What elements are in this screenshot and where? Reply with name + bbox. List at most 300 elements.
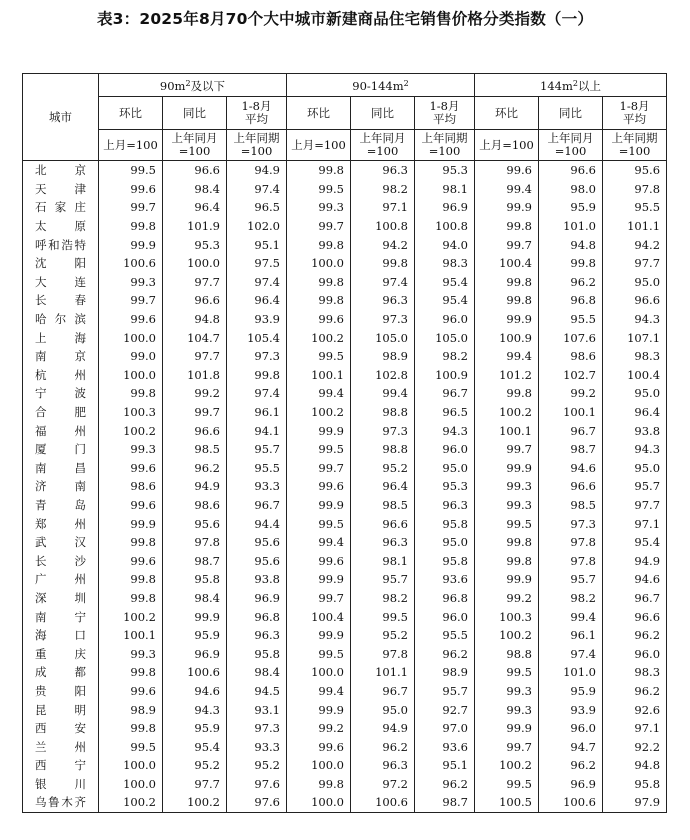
index-value: 96.8 — [227, 607, 287, 626]
city-name: 青岛 — [23, 496, 99, 515]
superscript: 2 — [403, 79, 409, 88]
index-value: 95.1 — [415, 756, 475, 775]
index-value: 97.7 — [163, 347, 227, 366]
index-value: 94.9 — [163, 477, 227, 496]
index-value: 94.7 — [539, 737, 603, 756]
index-value: 94.9 — [603, 551, 667, 570]
index-value: 98.3 — [415, 254, 475, 273]
index-value: 99.8 — [99, 570, 163, 589]
group-header-label: 144m — [540, 79, 573, 93]
city-name: 长沙 — [23, 551, 99, 570]
index-value: 99.9 — [287, 421, 351, 440]
index-value: 94.9 — [227, 161, 287, 180]
index-value: 97.0 — [415, 719, 475, 738]
index-value: 95.2 — [227, 756, 287, 775]
index-value: 98.9 — [351, 347, 415, 366]
avg-header — [603, 97, 667, 130]
index-value: 99.9 — [475, 310, 539, 329]
index-value: 99.3 — [99, 440, 163, 459]
index-value: 99.8 — [351, 254, 415, 273]
index-value: 96.9 — [415, 198, 475, 217]
mom-header: 环比 — [287, 97, 351, 130]
city-name: 海口 — [23, 626, 99, 645]
index-value: 94.2 — [603, 235, 667, 254]
index-value: 99.9 — [475, 719, 539, 738]
index-value: 100.2 — [287, 403, 351, 422]
index-value: 100.1 — [475, 421, 539, 440]
index-value: 100.2 — [163, 793, 227, 812]
table-row — [23, 737, 667, 756]
avg-base — [227, 130, 287, 161]
table-row — [23, 440, 667, 459]
city-name: 西安 — [23, 719, 99, 738]
index-value: 101.1 — [603, 217, 667, 236]
index-value: 100.5 — [475, 793, 539, 812]
city-name: 长春 — [23, 291, 99, 310]
index-value: 95.6 — [227, 533, 287, 552]
index-value: 96.7 — [603, 589, 667, 608]
index-value: 94.3 — [163, 700, 227, 719]
index-value: 96.4 — [163, 198, 227, 217]
price-index-table — [22, 73, 667, 813]
index-value: 99.5 — [287, 347, 351, 366]
index-value: 97.7 — [603, 254, 667, 273]
index-value: 96.2 — [603, 626, 667, 645]
index-value: 100.9 — [415, 366, 475, 385]
index-value: 99.6 — [99, 459, 163, 478]
index-value: 99.9 — [475, 570, 539, 589]
index-value: 95.2 — [351, 626, 415, 645]
city-name: 合肥 — [23, 403, 99, 422]
city-name: 重庆 — [23, 644, 99, 663]
index-value: 95.7 — [603, 477, 667, 496]
table-row — [23, 682, 667, 701]
index-value: 99.5 — [287, 180, 351, 199]
index-value: 96.8 — [415, 589, 475, 608]
index-value: 97.3 — [539, 514, 603, 533]
yoy-base — [163, 130, 227, 161]
table-row — [23, 254, 667, 273]
index-value: 99.4 — [287, 533, 351, 552]
index-value: 95.9 — [163, 626, 227, 645]
index-value: 97.1 — [603, 514, 667, 533]
table-row — [23, 273, 667, 292]
city-name: 银川 — [23, 775, 99, 794]
index-value: 97.7 — [163, 775, 227, 794]
yoy-base-line: 上年同月 — [359, 131, 406, 145]
table-row — [23, 793, 667, 812]
index-value: 95.8 — [415, 551, 475, 570]
index-value: 100.0 — [99, 328, 163, 347]
index-value: 96.8 — [539, 291, 603, 310]
index-value: 99.5 — [287, 514, 351, 533]
index-value: 99.5 — [287, 644, 351, 663]
index-value: 96.3 — [227, 626, 287, 645]
city-name: 福州 — [23, 421, 99, 440]
index-value: 95.0 — [351, 700, 415, 719]
index-value: 98.2 — [415, 347, 475, 366]
group-header-small — [99, 74, 287, 97]
index-value: 97.4 — [227, 273, 287, 292]
index-value: 99.8 — [99, 663, 163, 682]
index-value: 98.7 — [539, 440, 603, 459]
index-value: 99.9 — [163, 607, 227, 626]
index-value: 100.6 — [539, 793, 603, 812]
index-value: 99.6 — [99, 496, 163, 515]
index-value: 100.0 — [287, 756, 351, 775]
index-value: 93.1 — [227, 700, 287, 719]
city-name: 哈尔滨 — [23, 310, 99, 329]
index-value: 99.3 — [475, 700, 539, 719]
city-name: 上海 — [23, 328, 99, 347]
index-value: 99.5 — [99, 161, 163, 180]
index-value: 99.8 — [99, 533, 163, 552]
yoy-base-line: =100 — [554, 144, 587, 158]
index-value: 98.2 — [351, 180, 415, 199]
index-value: 96.4 — [227, 291, 287, 310]
table-row — [23, 403, 667, 422]
index-value: 95.5 — [603, 198, 667, 217]
index-value: 94.6 — [163, 682, 227, 701]
index-value: 93.3 — [227, 737, 287, 756]
group-header-large — [475, 74, 667, 97]
index-value: 100.0 — [287, 254, 351, 273]
index-value: 98.6 — [163, 496, 227, 515]
city-name: 杭州 — [23, 366, 99, 385]
index-value: 97.5 — [227, 254, 287, 273]
index-value: 100.3 — [475, 607, 539, 626]
index-value: 99.9 — [99, 514, 163, 533]
index-value: 100.0 — [99, 366, 163, 385]
city-name: 兰州 — [23, 737, 99, 756]
index-value: 98.0 — [539, 180, 603, 199]
index-value: 95.7 — [415, 682, 475, 701]
index-value: 99.5 — [351, 607, 415, 626]
table-row — [23, 180, 667, 199]
index-value: 99.7 — [287, 459, 351, 478]
index-value: 99.2 — [163, 384, 227, 403]
index-value: 96.0 — [415, 440, 475, 459]
table-row — [23, 663, 667, 682]
index-value: 97.8 — [539, 551, 603, 570]
mom-header: 环比 — [99, 97, 163, 130]
index-value: 96.2 — [351, 737, 415, 756]
avg-header-line: 1-8月 — [619, 99, 650, 113]
city-name: 石家庄 — [23, 198, 99, 217]
index-value: 96.7 — [227, 496, 287, 515]
index-value: 99.4 — [287, 682, 351, 701]
index-value: 99.6 — [287, 477, 351, 496]
index-value: 96.4 — [603, 403, 667, 422]
index-value: 96.7 — [415, 384, 475, 403]
index-value: 105.0 — [415, 328, 475, 347]
index-value: 99.7 — [475, 235, 539, 254]
index-value: 99.8 — [475, 291, 539, 310]
table-row — [23, 775, 667, 794]
avg-base-line: 上年同期 — [233, 131, 280, 145]
table-row — [23, 310, 667, 329]
index-value: 92.2 — [603, 737, 667, 756]
index-value: 99.7 — [163, 403, 227, 422]
group-header-suffix: 及以下 — [190, 79, 226, 93]
index-value: 100.6 — [163, 663, 227, 682]
index-value: 99.8 — [99, 384, 163, 403]
index-value: 99.2 — [539, 384, 603, 403]
index-value: 97.3 — [351, 421, 415, 440]
index-value: 97.4 — [539, 644, 603, 663]
index-value: 97.6 — [227, 793, 287, 812]
index-value: 93.8 — [227, 570, 287, 589]
index-value: 99.6 — [99, 682, 163, 701]
city-name: 深圳 — [23, 589, 99, 608]
index-value: 96.7 — [539, 421, 603, 440]
index-value: 100.1 — [539, 403, 603, 422]
yoy-header: 同比 — [539, 97, 603, 130]
index-value: 93.6 — [415, 570, 475, 589]
index-value: 99.3 — [99, 273, 163, 292]
index-value: 96.2 — [415, 644, 475, 663]
index-value: 95.8 — [603, 775, 667, 794]
index-value: 95.5 — [415, 626, 475, 645]
index-value: 99.8 — [287, 273, 351, 292]
index-value: 98.4 — [163, 589, 227, 608]
index-value: 100.8 — [415, 217, 475, 236]
index-value: 99.4 — [475, 180, 539, 199]
index-value: 99.7 — [287, 217, 351, 236]
index-value: 97.1 — [351, 198, 415, 217]
city-name: 沈阳 — [23, 254, 99, 273]
yoy-base-line: 上年同月 — [547, 131, 594, 145]
city-name: 呼和浩特 — [23, 235, 99, 254]
index-value: 96.2 — [163, 459, 227, 478]
index-value: 97.6 — [227, 775, 287, 794]
table-row — [23, 347, 667, 366]
table-row — [23, 421, 667, 440]
index-value: 96.1 — [539, 626, 603, 645]
index-value: 101.8 — [163, 366, 227, 385]
superscript: 2 — [185, 79, 191, 88]
index-value: 105.4 — [227, 328, 287, 347]
yoy-base-line: 上年同月 — [171, 131, 218, 145]
index-value: 97.7 — [603, 496, 667, 515]
table-row — [23, 328, 667, 347]
index-value: 94.5 — [227, 682, 287, 701]
city-name: 南宁 — [23, 607, 99, 626]
index-value: 93.3 — [227, 477, 287, 496]
city-name: 太原 — [23, 217, 99, 236]
table-row — [23, 496, 667, 515]
group-header-medium — [287, 74, 475, 97]
index-value: 99.3 — [99, 644, 163, 663]
index-value: 99.8 — [475, 384, 539, 403]
index-value: 95.4 — [603, 533, 667, 552]
index-value: 98.3 — [603, 663, 667, 682]
index-value: 99.8 — [287, 235, 351, 254]
index-value: 94.9 — [351, 719, 415, 738]
index-value: 96.9 — [163, 644, 227, 663]
index-value: 98.8 — [351, 403, 415, 422]
avg-base-line: =100 — [428, 144, 461, 158]
index-value: 100.2 — [99, 421, 163, 440]
index-value: 95.8 — [415, 514, 475, 533]
index-value: 104.7 — [163, 328, 227, 347]
index-value: 99.6 — [99, 180, 163, 199]
index-value: 99.3 — [475, 477, 539, 496]
index-value: 96.3 — [415, 496, 475, 515]
index-value: 95.7 — [539, 570, 603, 589]
index-value: 99.8 — [475, 533, 539, 552]
table-row — [23, 198, 667, 217]
table-body — [23, 161, 667, 813]
index-value: 97.8 — [351, 644, 415, 663]
index-value: 98.3 — [603, 347, 667, 366]
index-value: 100.0 — [99, 775, 163, 794]
index-value: 99.8 — [287, 161, 351, 180]
index-value: 96.3 — [351, 533, 415, 552]
index-value: 100.2 — [475, 756, 539, 775]
index-value: 99.3 — [475, 496, 539, 515]
index-value: 99.5 — [475, 663, 539, 682]
avg-header-line: 1-8月 — [241, 99, 272, 113]
table-row — [23, 384, 667, 403]
index-value: 99.5 — [287, 440, 351, 459]
index-value: 99.8 — [475, 551, 539, 570]
index-value: 96.6 — [351, 514, 415, 533]
index-value: 99.4 — [475, 347, 539, 366]
index-value: 99.9 — [475, 459, 539, 478]
index-value: 95.4 — [415, 273, 475, 292]
index-value: 94.6 — [539, 459, 603, 478]
index-value: 102.8 — [351, 366, 415, 385]
city-name: 济南 — [23, 477, 99, 496]
index-value: 99.0 — [99, 347, 163, 366]
index-value: 95.2 — [351, 459, 415, 478]
index-value: 98.6 — [99, 477, 163, 496]
index-value: 99.5 — [99, 737, 163, 756]
index-value: 93.9 — [227, 310, 287, 329]
index-value: 93.8 — [603, 421, 667, 440]
city-name: 昆明 — [23, 700, 99, 719]
index-value: 97.1 — [603, 719, 667, 738]
city-column-header: 城市 — [23, 74, 99, 161]
index-value: 94.2 — [351, 235, 415, 254]
index-value: 92.6 — [603, 700, 667, 719]
index-value: 96.0 — [539, 719, 603, 738]
index-value: 96.2 — [539, 273, 603, 292]
index-value: 98.2 — [351, 589, 415, 608]
city-name: 天津 — [23, 180, 99, 199]
superscript: 2 — [572, 79, 578, 88]
city-name: 大连 — [23, 273, 99, 292]
index-value: 97.3 — [227, 719, 287, 738]
index-value: 95.9 — [539, 682, 603, 701]
mom-base: 上月=100 — [287, 130, 351, 161]
table-row — [23, 291, 667, 310]
avg-header-line: 平均 — [433, 112, 456, 126]
index-value: 99.9 — [287, 570, 351, 589]
index-value: 105.0 — [351, 328, 415, 347]
index-value: 92.7 — [415, 700, 475, 719]
index-value: 100.2 — [475, 626, 539, 645]
table-row — [23, 477, 667, 496]
index-value: 99.9 — [99, 235, 163, 254]
index-value: 100.1 — [287, 366, 351, 385]
index-value: 100.2 — [99, 793, 163, 812]
table-title: 表3：2025年8月70个大中城市新建商品住宅销售价格分类指数（一） — [96, 10, 594, 28]
index-value: 100.6 — [351, 793, 415, 812]
yoy-base — [351, 130, 415, 161]
index-value: 99.5 — [475, 775, 539, 794]
index-value: 96.3 — [351, 291, 415, 310]
index-value: 96.2 — [603, 682, 667, 701]
avg-base-line: 上年同期 — [611, 131, 658, 145]
city-name: 西宁 — [23, 756, 99, 775]
index-value: 96.7 — [351, 682, 415, 701]
index-value: 95.9 — [539, 198, 603, 217]
index-value: 97.8 — [603, 180, 667, 199]
city-name: 南京 — [23, 347, 99, 366]
index-value: 96.6 — [163, 291, 227, 310]
index-value: 95.0 — [603, 273, 667, 292]
index-value: 96.3 — [351, 161, 415, 180]
index-value: 100.8 — [351, 217, 415, 236]
index-value: 98.9 — [415, 663, 475, 682]
index-value: 95.8 — [227, 644, 287, 663]
index-value: 102.0 — [227, 217, 287, 236]
index-value: 101.1 — [351, 663, 415, 682]
city-name: 郑州 — [23, 514, 99, 533]
index-value: 99.6 — [99, 551, 163, 570]
avg-header-line: 1-8月 — [429, 99, 460, 113]
city-name: 贵阳 — [23, 682, 99, 701]
table-row — [23, 719, 667, 738]
table-row — [23, 366, 667, 385]
index-value: 94.3 — [415, 421, 475, 440]
index-value: 94.6 — [603, 570, 667, 589]
table-row — [23, 459, 667, 478]
index-value: 97.3 — [227, 347, 287, 366]
index-value: 97.4 — [227, 384, 287, 403]
index-value: 95.4 — [163, 737, 227, 756]
index-value: 96.6 — [603, 607, 667, 626]
table-header — [23, 74, 667, 161]
index-value: 95.6 — [603, 161, 667, 180]
index-value: 100.4 — [475, 254, 539, 273]
avg-base — [603, 130, 667, 161]
index-value: 100.4 — [287, 607, 351, 626]
index-value: 97.4 — [227, 180, 287, 199]
index-value: 95.3 — [415, 477, 475, 496]
index-value: 99.2 — [475, 589, 539, 608]
table-row — [23, 626, 667, 645]
index-value: 95.7 — [227, 440, 287, 459]
table-row — [23, 533, 667, 552]
index-value: 99.6 — [99, 310, 163, 329]
index-value: 100.6 — [99, 254, 163, 273]
index-value: 98.1 — [415, 180, 475, 199]
index-value: 95.3 — [415, 161, 475, 180]
index-value: 94.8 — [603, 756, 667, 775]
index-value: 94.4 — [227, 514, 287, 533]
index-value: 96.5 — [415, 403, 475, 422]
group-header-label: 90-144m — [352, 79, 404, 93]
index-value: 100.3 — [99, 403, 163, 422]
avg-header — [415, 97, 475, 130]
mom-base: 上月=100 — [475, 130, 539, 161]
index-value: 98.7 — [415, 793, 475, 812]
mom-header: 环比 — [475, 97, 539, 130]
avg-base — [415, 130, 475, 161]
